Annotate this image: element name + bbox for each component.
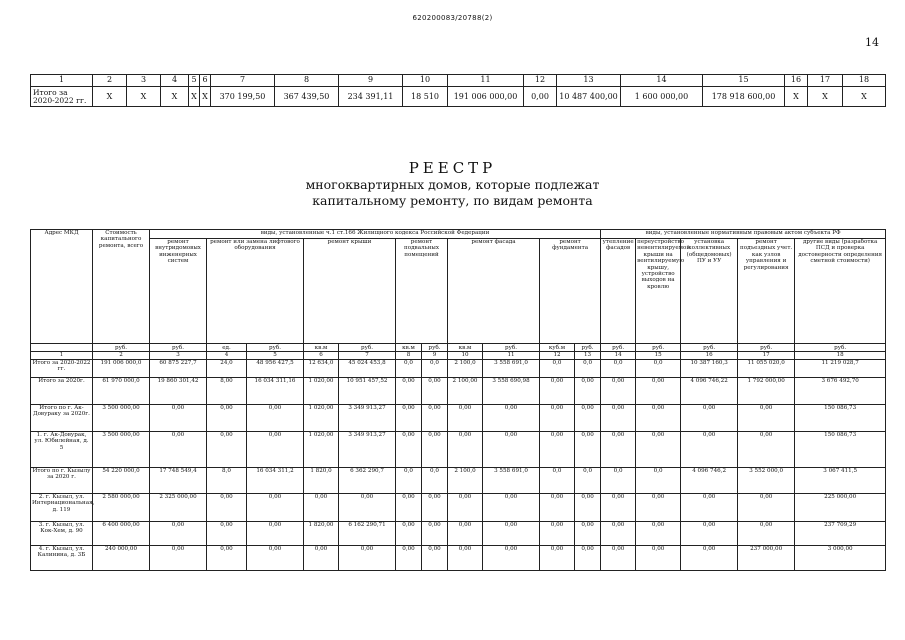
column-number: 3 (150, 352, 207, 360)
unit-label: руб. (636, 344, 681, 352)
summary-total-row (31, 87, 886, 107)
table-row (31, 378, 886, 405)
unit-label: руб. (601, 344, 636, 352)
row-address: Итого по г. Ак-Довураку за 2020г. (31, 405, 93, 432)
total-value: 1 600 000,00 (621, 87, 703, 107)
row-value: 0,00 (601, 405, 636, 432)
row-value: 0,00 (339, 494, 396, 522)
total-value: X (808, 87, 843, 107)
row-value: 0,00 (636, 405, 681, 432)
row-value: 8,0 (207, 468, 247, 494)
row-value: 1 020,00 (304, 378, 339, 405)
row-value: 0,00 (681, 522, 738, 546)
row-value: 0,0 (601, 468, 636, 494)
row-value: 0,0 (540, 468, 575, 494)
row-value: 0,00 (575, 432, 601, 468)
row-value: 0,00 (448, 494, 483, 522)
sub-header: ремонт подвальных помещений (396, 239, 448, 344)
row-value: 0,00 (681, 432, 738, 468)
row-value: 2 325 000,00 (150, 494, 207, 522)
sub-header: ремонт или замена лифтового оборудования (207, 239, 304, 344)
row-value: 0,00 (540, 378, 575, 405)
row-value: 0,00 (575, 378, 601, 405)
row-address: 4. г. Кызыл, ул. Калинина, д. 3Б (31, 546, 93, 571)
row-value: 2 100,0 (448, 360, 483, 378)
row-value: 16 034 311,2 (247, 468, 304, 494)
unit-label: руб. (93, 344, 150, 352)
header-address: Адрес МКД (31, 230, 93, 344)
total-value: X (127, 87, 161, 107)
row-value: 0,00 (304, 494, 339, 522)
column-number: 3 (127, 75, 161, 87)
header-group-region: виды, установленные нормативным правовым актом субъекта РФ (601, 230, 886, 239)
row-address: Итого по г. Кызылу за 2020 г. (31, 468, 93, 494)
total-value: 10 487 400,00 (557, 87, 621, 107)
row-value: 0,0 (575, 468, 601, 494)
row-value: 11 055 020,0 (738, 360, 795, 378)
row-value: 0,00 (396, 432, 422, 468)
row-value: 2 580 000,00 (93, 494, 150, 522)
unit-label: руб. (150, 344, 207, 352)
row-value: 0,00 (681, 494, 738, 522)
total-label: Итого за 2020-2022 гг. (31, 87, 93, 107)
total-value: 370 199,50 (211, 87, 275, 107)
column-number: 7 (339, 352, 396, 360)
total-value: 191 006 000,00 (448, 87, 524, 107)
row-value: 0,00 (396, 546, 422, 571)
registry-group-header (31, 230, 886, 239)
total-value: 18 510 (403, 87, 448, 107)
row-value: 0,00 (483, 494, 540, 522)
row-value: 1 020,00 (304, 432, 339, 468)
row-value: 0,00 (396, 405, 422, 432)
row-value: 0,00 (601, 378, 636, 405)
column-number: 11 (448, 75, 524, 87)
title-main: РЕЕСТР (408, 159, 497, 177)
row-value: 0,00 (396, 494, 422, 522)
total-value: X (843, 87, 886, 107)
row-value: 0,00 (448, 432, 483, 468)
row-value: 0,0 (575, 360, 601, 378)
total-value: X (189, 87, 200, 107)
row-value: 0,00 (207, 522, 247, 546)
row-value: 0,00 (150, 405, 207, 432)
table-row (31, 522, 886, 546)
row-value: 0,00 (247, 546, 304, 571)
row-value: 0,00 (422, 546, 448, 571)
row-value: 3 349 913,27 (339, 432, 396, 468)
row-value: 0,00 (304, 546, 339, 571)
row-value: 12 634,0 (304, 360, 339, 378)
row-value: 0,00 (483, 405, 540, 432)
row-value: 3 558 691,0 (483, 468, 540, 494)
row-address: 1. г. Ак-Довурак, ул. Юбилейная, д. 5 (31, 432, 93, 468)
row-value: 0,00 (636, 546, 681, 571)
column-number: 6 (200, 75, 211, 87)
row-value: 0,00 (247, 522, 304, 546)
row-value: 0,00 (150, 522, 207, 546)
row-value: 0,00 (422, 494, 448, 522)
column-number: 10 (448, 352, 483, 360)
column-number: 1 (31, 75, 93, 87)
column-number: 15 (636, 352, 681, 360)
row-value: 0,00 (448, 405, 483, 432)
row-value: 60 875 227,7 (150, 360, 207, 378)
row-value: 0,00 (738, 494, 795, 522)
column-number: 2 (93, 352, 150, 360)
column-number: 17 (808, 75, 843, 87)
column-number: 16 (785, 75, 808, 87)
column-number: 8 (275, 75, 339, 87)
row-value: 0,00 (540, 405, 575, 432)
row-value: 17 748 549,4 (150, 468, 207, 494)
column-number: 4 (161, 75, 189, 87)
sub-header: ремонт подъездных учет. как узлов управления и регулирования (738, 239, 795, 344)
table-row (31, 432, 886, 468)
row-value: 24,0 (207, 360, 247, 378)
row-value: 0,0 (422, 468, 448, 494)
row-value: 0,00 (247, 494, 304, 522)
column-number: 2 (93, 75, 127, 87)
row-value: 1 020,00 (304, 405, 339, 432)
total-value: 367 439,50 (275, 87, 339, 107)
column-number: 13 (557, 75, 621, 87)
row-value: 0,00 (396, 522, 422, 546)
unit-label: кв.м (396, 344, 422, 352)
row-value: 0,00 (448, 522, 483, 546)
column-number: 15 (703, 75, 785, 87)
row-value: 2 100,0 (448, 468, 483, 494)
row-value: 0,0 (540, 360, 575, 378)
column-number: 9 (339, 75, 403, 87)
row-value: 61 970 000,0 (93, 378, 150, 405)
column-number: 4 (207, 352, 247, 360)
registry-column-numbers (31, 352, 886, 360)
column-number: 16 (681, 352, 738, 360)
table-row (31, 405, 886, 432)
row-value: 0,00 (207, 546, 247, 571)
row-value: 0,00 (681, 546, 738, 571)
row-value: 225 000,00 (795, 494, 886, 522)
row-address: Итого за 2020-2022 гг. (31, 360, 93, 378)
header-group-law: виды, установленные ч.1 ст.166 Жилищного кодекса Российской Федерации (150, 230, 601, 239)
row-value: 4 096 746,2 (681, 468, 738, 494)
row-value: 0,00 (575, 522, 601, 546)
row-value: 6 362 290,7 (339, 468, 396, 494)
total-value: 0,00 (524, 87, 557, 107)
row-value: 0,00 (636, 494, 681, 522)
row-value: 0,00 (575, 546, 601, 571)
row-value: 0,00 (150, 432, 207, 468)
row-value: 48 956 427,5 (247, 360, 304, 378)
row-value: 0,00 (207, 405, 247, 432)
total-value: X (161, 87, 189, 107)
column-number: 6 (304, 352, 339, 360)
column-number: 5 (247, 352, 304, 360)
row-value: 0,00 (396, 378, 422, 405)
registry-body (31, 360, 886, 571)
sub-header: ремонт фасада (448, 239, 540, 344)
summary-header-row (31, 75, 886, 87)
row-value: 0,00 (575, 494, 601, 522)
unit-label: руб. (795, 344, 886, 352)
row-value: 0,0 (601, 360, 636, 378)
sub-header: утепление фасадов (601, 239, 636, 344)
row-value: 4 096 746,22 (681, 378, 738, 405)
unit-label: ед. (207, 344, 247, 352)
row-value: 3 500 000,00 (93, 405, 150, 432)
row-value: 2 100,00 (448, 378, 483, 405)
row-value: 1 820,0 (304, 468, 339, 494)
registry-table (30, 229, 886, 571)
row-value: 240 000,00 (93, 546, 150, 571)
registry-units-row (31, 344, 886, 352)
row-value: 0,00 (422, 378, 448, 405)
column-number: 7 (211, 75, 275, 87)
row-value: 19 860 301,42 (150, 378, 207, 405)
row-value: 3 349 913,27 (339, 405, 396, 432)
row-value: 54 220 000,0 (93, 468, 150, 494)
sub-header: ремонт внутридомовых инженерных систем (150, 239, 207, 344)
row-value: 0,00 (601, 494, 636, 522)
sub-header: другие виды (разработка ПСД и проверка достоверности определения сметной стоимости) (795, 239, 886, 344)
row-value: 3 067 411,5 (795, 468, 886, 494)
title-line-1: многоквартирных домов, которые подлежат (305, 177, 600, 192)
total-value: 178 918 600,00 (703, 87, 785, 107)
row-address: 3. г. Кызыл, ул. Кок-Хем, д. 90 (31, 522, 93, 546)
registry-title (0, 159, 905, 209)
row-value: 0,0 (636, 468, 681, 494)
header-cost: Стоимость капитального ремонта, всего (93, 230, 150, 344)
registry-sub-header (31, 239, 886, 344)
sub-header: установка коллективных (общедомовых) ПУ и УУ (681, 239, 738, 344)
row-value: 0,0 (422, 360, 448, 378)
row-value: 0,00 (422, 522, 448, 546)
row-value: 0,00 (540, 546, 575, 571)
row-value: 0,0 (396, 468, 422, 494)
sub-header: переустройство невентилируемой крыши на вентилируемую крышу, устройство выходов на кровлю (636, 239, 681, 344)
row-address: Итого за 2020г. (31, 378, 93, 405)
table-row (31, 494, 886, 522)
row-value: 0,00 (422, 432, 448, 468)
unit-label: руб. (422, 344, 448, 352)
total-value: X (93, 87, 127, 107)
row-value: 0,00 (483, 546, 540, 571)
column-number: 18 (795, 352, 886, 360)
sub-header: ремонт фундамента (540, 239, 601, 344)
unit-label: руб. (738, 344, 795, 352)
row-value: 150 086,73 (795, 405, 886, 432)
row-value: 0,00 (575, 405, 601, 432)
column-number: 17 (738, 352, 795, 360)
column-number: 14 (601, 352, 636, 360)
row-value: 0,00 (247, 432, 304, 468)
column-number: 18 (843, 75, 886, 87)
total-value: X (785, 87, 808, 107)
row-value: 0,00 (540, 494, 575, 522)
row-value: 0,00 (422, 405, 448, 432)
row-value: 45 024 453,8 (339, 360, 396, 378)
row-value: 237 000,00 (738, 546, 795, 571)
table-row (31, 546, 886, 571)
unit-label: руб. (247, 344, 304, 352)
row-value: 0,0 (636, 360, 681, 378)
row-value: 191 006 000,0 (93, 360, 150, 378)
column-number: 12 (540, 352, 575, 360)
row-value: 0,00 (636, 432, 681, 468)
total-value: 234 391,11 (339, 87, 403, 107)
unit-label: руб. (483, 344, 540, 352)
total-value: X (200, 87, 211, 107)
column-number: 13 (575, 352, 601, 360)
row-value: 0,00 (738, 432, 795, 468)
row-value: 3 500 000,00 (93, 432, 150, 468)
column-number: 11 (483, 352, 540, 360)
row-value: 3 676 492,70 (795, 378, 886, 405)
row-value: 3 558 690,98 (483, 378, 540, 405)
row-value: 8,00 (207, 378, 247, 405)
row-value: 0,00 (681, 405, 738, 432)
unit-label (31, 344, 93, 352)
row-value: 0,00 (636, 522, 681, 546)
row-value: 0,00 (448, 546, 483, 571)
row-value: 1 820,00 (304, 522, 339, 546)
column-number: 14 (621, 75, 703, 87)
row-value: 237 709,29 (795, 522, 886, 546)
row-value: 0,00 (540, 432, 575, 468)
sub-header: ремонт крыши (304, 239, 396, 344)
column-number: 9 (422, 352, 448, 360)
row-value: 6 400 000,00 (93, 522, 150, 546)
row-value: 6 162 290,71 (339, 522, 396, 546)
unit-label: руб. (339, 344, 396, 352)
row-value: 0,00 (738, 405, 795, 432)
row-value: 0,00 (738, 522, 795, 546)
column-number: 8 (396, 352, 422, 360)
row-value: 3 552 000,0 (738, 468, 795, 494)
column-number: 10 (403, 75, 448, 87)
row-value: 0,00 (636, 378, 681, 405)
row-value: 0,00 (207, 432, 247, 468)
document-id: 620200083/20788(2) (412, 14, 493, 22)
row-value: 10 951 457,52 (339, 378, 396, 405)
column-number: 5 (189, 75, 200, 87)
row-value: 0,00 (207, 494, 247, 522)
row-value: 11 219 028,7 (795, 360, 886, 378)
table-row (31, 360, 886, 378)
row-value: 16 034 311,16 (247, 378, 304, 405)
unit-label: куб.м (540, 344, 575, 352)
row-value: 0,00 (339, 546, 396, 571)
page-number: 14 (865, 36, 879, 49)
row-value: 10 387 160,3 (681, 360, 738, 378)
column-number: 1 (31, 352, 93, 360)
row-value: 0,00 (247, 405, 304, 432)
row-address: 2. г. Кызыл, ул. Интернациональная, д. 119 (31, 494, 93, 522)
table-row (31, 468, 886, 494)
unit-label: руб. (681, 344, 738, 352)
row-value: 150 086,73 (795, 432, 886, 468)
row-value: 0,00 (601, 546, 636, 571)
title-line-2: капитальному ремонту, по видам ремонта (312, 193, 593, 208)
row-value: 3 000,00 (795, 546, 886, 571)
row-value: 0,00 (540, 522, 575, 546)
unit-label: руб. (575, 344, 601, 352)
row-value: 0,00 (150, 546, 207, 571)
column-number: 12 (524, 75, 557, 87)
row-value: 0,0 (396, 360, 422, 378)
row-value: 0,00 (601, 432, 636, 468)
row-value: 3 558 691,0 (483, 360, 540, 378)
row-value: 0,00 (601, 522, 636, 546)
unit-label: кв.м (448, 344, 483, 352)
row-value: 0,00 (483, 432, 540, 468)
unit-label: кв.м (304, 344, 339, 352)
summary-table (30, 74, 886, 107)
row-value: 0,00 (483, 522, 540, 546)
row-value: 1 792 000,00 (738, 378, 795, 405)
